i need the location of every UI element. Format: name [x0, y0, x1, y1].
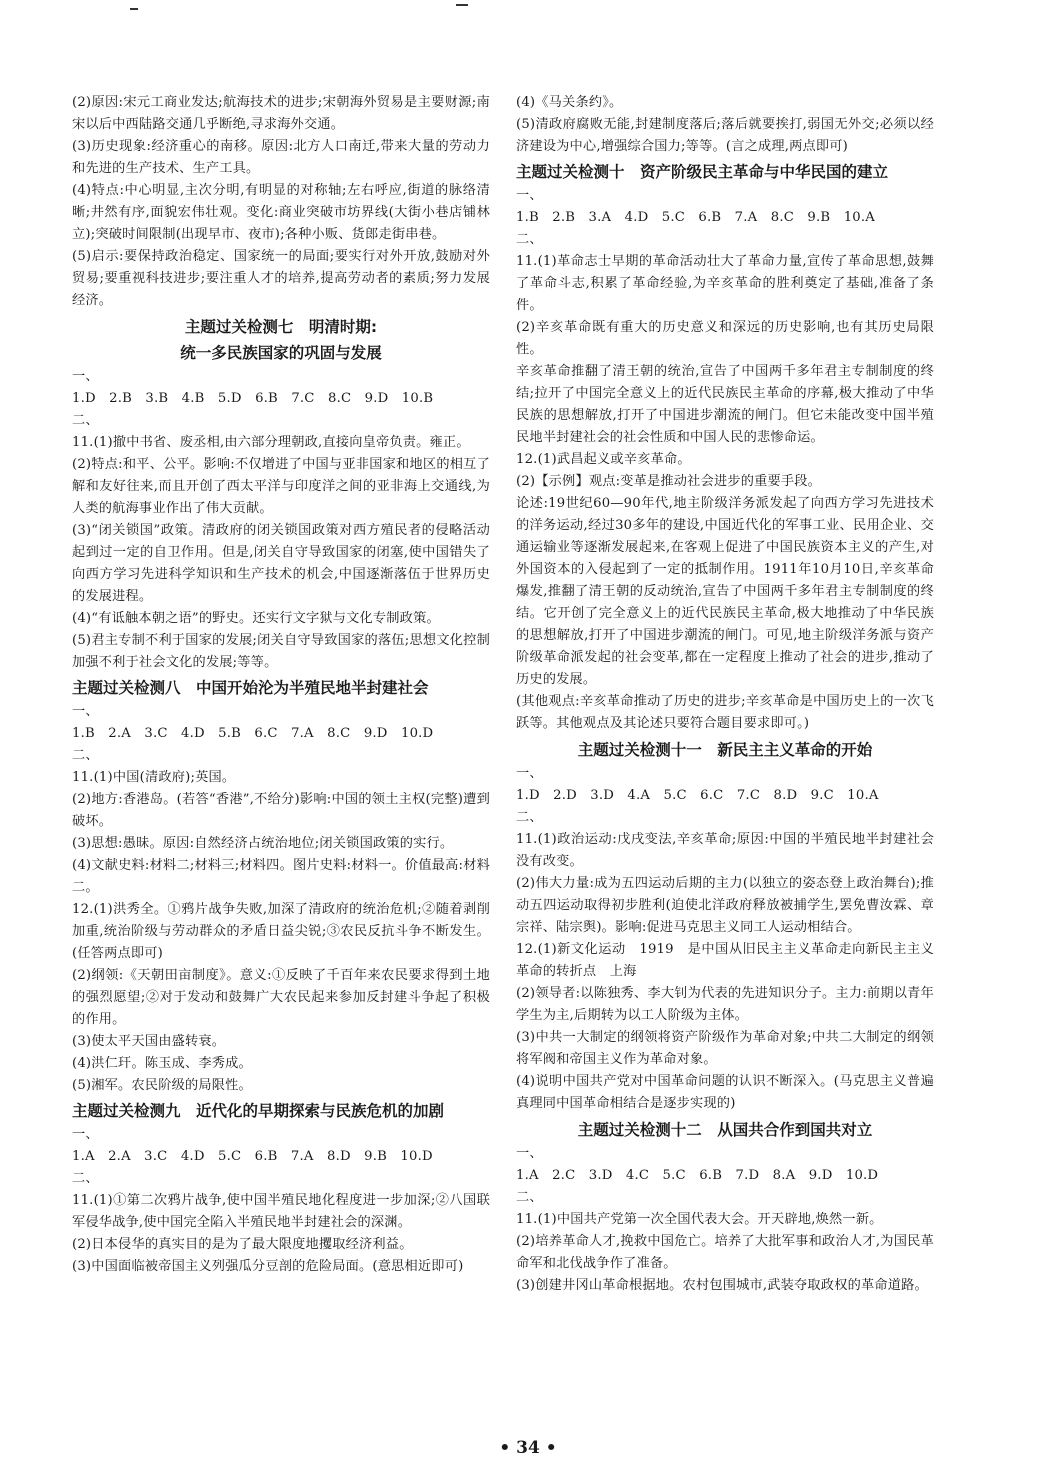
top-crop-mark-2 — [456, 4, 468, 6]
section-10-answers: 一、 1.B 2.B 3.A 4.D 5.C 6.B 7.A 8.C 9.B 10.A 二、 11.(1)革命志士早期的革命活动壮大了革命力量,宣传了革命思想,鼓舞了革命斗志,积累了革命经验,为辛亥革命的胜利奠定了基础,准备了条件。 (2)辛亥革命既有重大的历史意义和深远的历史影响,也有其历史局限性。 辛亥革命推翻了清王朝的统治,宣告了中国两千多年君主专制制度的终结;拉开了中国完全意义上的近代民族民主革命的序幕,极大推动了中华民族的思想解放,打开了中国进步潮流的闸门。但它未能改变中国半殖民地半封建社会的社会性质和中国人民的悲惨命运。 12.(1)武昌起义或辛亥革命。 (2)【示例】观点:变革是推动社会进步的重要手段。 论述:19世纪60—90年代,地主阶级洋务派发起了向西方学习先进技术的洋务运动,经过30多年的建设,中国近代化的军事工业、民用企业、交通运输业等逐渐发展起来,在客观上促进了中国民族资本主义的产生,对外国资本的入侵起到了一定的抵制作用。1911年10月10日,辛亥革命爆发,推翻了清王朝的反动统治,宣告了中国两千多年君主专制制度的终结。它开创了完全意义上的近代民族民主革命,极大地推动了中华民族的思想解放,打开了中国进步潮流的闸门。可见,地主阶级洋务派与资产阶级革命派发起的社会变革,都在一定程度上推动了社会的进步,推动了历史的发展。 (其他观点:辛亥革命推动了历史的进步;辛亥革命是中国历史上的一次飞跃等。其他观点及其论述只要符合题目要求即可。) — [516, 188, 934, 731]
top-crop-mark-1 — [130, 8, 138, 10]
section-11-answers: 一、 1.D 2.D 3.D 4.A 5.C 6.C 7.C 8.D 9.C 10.A 二、 11.(1)政治运动:戊戌变法,辛亥革命;原因:中国的半殖民地半封建社会没有改变。 (2)伟大力量:成为五四运动后期的主力(以独立的姿态登上政治舞台);推动五四运动取得初步胜利(迫使北洋政府释放被捕学生,罢免曹汝霖、章宗祥、陆宗舆)。影响:促进马克思主义同工人运动相结合。 12.(1)新文化运动 1919 是中国从旧民主主义革命走向新民主主义革命的转折点 上海 (2)领导者:以陈独秀、李大钊为代表的先进知识分子。主力:前期以青年学生为主,后期转为以工人阶级为主体。 (3)中共一大制定的纲领将资产阶级作为革命对象;中共二大制定的纲领将军阀和帝国主义作为革命对象。 (4)说明中国共产党对中国革命问题的认识不断深入。(马克思主义普遍真理同中国革命相结合是逐步实现的) — [516, 766, 934, 1111]
section-11-heading: 主题过关检测十一 新民主主义革命的开始 — [577, 741, 873, 759]
section-7-heading: 主题过关检测七 明清时期: 统一多民族国家的巩固与发展 — [180, 318, 382, 362]
section-9-heading: 主题过关检测九 近代化的早期探索与民族危机的加剧 — [72, 1102, 445, 1120]
section-6-continued-answers: (2)原因:宋元工商业发达;航海技术的进步;宋朝海外贸易是主要财源;南宋以后中西陆路交通几乎断绝,寻求海外交通。 (3)历史现象:经济重心的南移。原因:北方人口南迁,带来大量的劳动力和先进的生产技术、生产工具。 (4)特点:中心明显,主次分明,有明显的对称轴;左右呼应,街道的脉络清晰;井然有序,面貌宏伟壮观。变化:商业突破市坊界线(大街小巷店铺林立);突破时间限制(出现早市、夜市);各种小贩、货郎走街串巷。 (5)启示:要保持政治稳定、国家统一的局面;要实行对外开放,鼓励对外贸易;要重视科技进步;要注重人才的培养,提高劳动者的素质;努力发展经济。 — [72, 95, 490, 308]
right-column — [516, 92, 934, 1297]
section-7-answers: 一、 1.D 2.B 3.B 4.B 5.D 6.B 7.C 8.C 9.D 10.B 二、 11.(1)撤中书省、废丞相,由六部分理朝政,直接向皇帝负责。雍正。 (2)特点:和平、公平。影响:不仅增进了中国与亚非国家和地区的相互了解和友好往来,而且开创了西太平洋与印度洋之间的亚非海上交通线,为人类的航海事业作出了伟大贡献。 (3)“闭关锁国”政策。清政府的闭关锁国政策对西方殖民者的侵略活动起到过一定的自卫作用。但是,闭关自守导致国家的闭塞,使中国错失了向西方学习先进科学知识和生产技术的机会,中国逐渐落伍于世界历史的发展进程。 (4)“有诋触本朝之语”的野史。还实行文字狱与文化专制政策。 (5)君主专制不利于国家的发展;闭关自守导致国家的落伍;思想文化控制加强不利于社会文化的发展;等等。 — [72, 369, 490, 670]
section-8-heading: 主题过关检测八 中国开始沦为半殖民地半封建社会 — [72, 679, 429, 697]
section-12-heading: 主题过关检测十二 从国共合作到国共对立 — [577, 1121, 873, 1139]
left-column — [72, 92, 490, 1278]
section-8-answers: 一、 1.B 2.A 3.C 4.D 5.B 6.C 7.A 8.C 9.D 10.D 二、 11.(1)中国(清政府);英国。 (2)地方:香港岛。(若答“香港”,不给分)影响:中国的领土主权(完整)遭到破坏。 (3)思想:愚昧。原因:自然经济占统治地位;闭关锁国政策的实行。 (4)文献史料:材料二;材料三;材料四。图片史料:材料一。价值最高:材料二。 12.(1)洪秀全。①鸦片战争失败,加深了清政府的统治危机;②随着剥削加重,统治阶级与劳动群众的矛盾日益尖锐;③农民反抗斗争不断发生。(任答两点即可) (2)纲领:《天朝田亩制度》。意义:①反映了千百年来农民要求得到土地的强烈愿望;②对于发动和鼓舞广大农民起来参加反封建斗争起了积极的作用。 (3)使太平天国由盛转衰。 (4)洪仁玕。陈玉成、李秀成。 (5)湘军。农民阶级的局限性。 — [72, 704, 490, 1093]
section-9-answers: 一、 1.A 2.A 3.C 4.D 5.C 6.B 7.A 8.D 9.B 10.D 二、 11.(1)①第二次鸦片战争,使中国半殖民地化程度进一步加深;②八国联军侵华战争,使中国完全陷入半殖民地半封建社会的深渊。 (2)日本侵华的真实目的是为了最大限度地攫取经济利益。 (3)中国面临被帝国主义列强瓜分豆剖的危险局面。(意思相近即可) — [72, 1127, 490, 1274]
section-9-continued-answers: (4)《马关条约》。 (5)清政府腐败无能,封建制度落后;落后就要挨打,弱国无外交;必须以经济建设为中心,增强综合国力;等等。(言之成理,两点即可) — [516, 95, 934, 154]
page-number: • 34 • — [499, 1438, 557, 1458]
section-12-answers: 一、 1.A 2.C 3.D 4.C 5.C 6.B 7.D 8.A 9.D 10.D 二、 11.(1)中国共产党第一次全国代表大会。开天辟地,焕然一新。 (2)培养革命人才,挽救中国危亡。培养了大批军事和政治人才,为国民革命军和北伐战争作了准备。 (3)创建井冈山革命根据地。农村包围城市,武装夺取政权的革命道路。 — [516, 1146, 934, 1293]
section-10-heading: 主题过关检测十 资产阶级民主革命与中华民国的建立 — [516, 163, 889, 181]
